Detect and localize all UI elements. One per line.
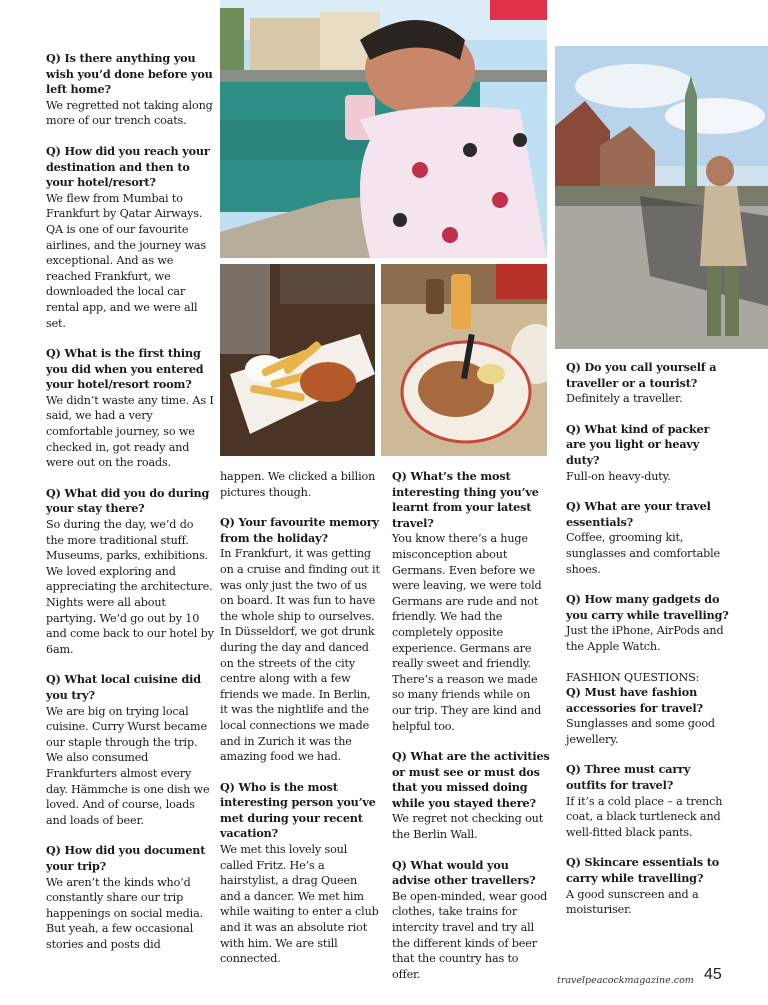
qa-item bbox=[46, 51, 214, 129]
qa-item bbox=[220, 469, 380, 500]
qa-item bbox=[392, 749, 550, 843]
answer: Sunglasses and some good jewellery. bbox=[566, 717, 715, 746]
answer: We regretted not taking along more of our trench coats. bbox=[46, 98, 213, 128]
answer: Coffee, grooming kit, sunglasses and comfortable shoes. bbox=[566, 531, 721, 576]
column-3 bbox=[392, 469, 550, 997]
answer: We regret not checking out the Berlin Wall. bbox=[392, 812, 544, 842]
question: Q) What’s the most interesting thing you’ve learnt from your latest travel? bbox=[392, 469, 539, 530]
column-2 bbox=[220, 469, 380, 982]
question: Q) What would you advise other travellers? bbox=[392, 857, 536, 888]
fashion-questions-heading: FASHION QUESTIONS: bbox=[566, 670, 700, 684]
page-number: 45 bbox=[704, 966, 722, 983]
qa-item bbox=[46, 843, 214, 952]
question: Q) How did you document your trip? bbox=[46, 843, 206, 873]
answer: We met this lovely soul called Fritz. He’s a hairstylist, a drag Queen and a dancer. We met him while waiting to enter a club and it was an absolute riot with him. We are still connected. bbox=[220, 843, 379, 966]
question: Q) What are your travel essentials? bbox=[566, 499, 711, 529]
photo-curry-wurst-fries bbox=[220, 264, 375, 456]
footer-website: travelpeacockmagazine.com bbox=[557, 975, 694, 986]
question: Q) Must have fashion accessories for travel? bbox=[566, 685, 703, 715]
question: Q) What did you do during your stay there? bbox=[46, 485, 210, 516]
answer: So during the day, we’d do the more traditional stuff. Museums, parks, exhibitions. We loved exploring and appreciating the architecture. Nights were all about partying. We’d go out by 10 and come back to our hotel by 6am. bbox=[46, 518, 214, 656]
question: Q) Skincare essentials to carry while travelling? bbox=[566, 855, 720, 886]
qa-item bbox=[220, 780, 380, 967]
question: Q) How many gadgets do you carry while travelling? bbox=[566, 592, 729, 622]
qa-item bbox=[566, 499, 730, 577]
qa-item bbox=[566, 360, 730, 407]
qa-item bbox=[46, 486, 214, 658]
photo-man-old-town-square bbox=[555, 46, 768, 349]
answer: You know there’s a huge misconception about Germans. Even before we were leaving, we were told Germans are rude and not friendly. We had the completely opposite experience. Germans are really sweet and friendly. There’s a reason we made so many friends while on our trip. They are kind and helpful too. bbox=[392, 532, 542, 733]
question: Q) Who is the most interesting person you’ve met during your recent vacation? bbox=[220, 779, 376, 841]
question: Q) Do you call yourself a traveller or a tourist? bbox=[566, 360, 717, 390]
answer: We aren’t the kinds who’d constantly share our trip happenings on social media. But yeah, a few occasional stories and posts did bbox=[46, 875, 204, 951]
qa-item bbox=[46, 346, 214, 471]
question: Q) What is the first thing you did when you entered your hotel/resort room? bbox=[46, 346, 204, 392]
answer: Full-on heavy-duty. bbox=[566, 469, 671, 483]
qa-item bbox=[46, 672, 214, 828]
qa-item bbox=[220, 515, 380, 765]
qa-item bbox=[566, 855, 730, 917]
qa-item bbox=[46, 144, 214, 331]
photo-man-drinking-by-river bbox=[220, 0, 547, 258]
question: Q) What are the activities or must see or must dos that you missed doing while you stayed there? bbox=[392, 749, 550, 810]
qa-item bbox=[566, 422, 730, 484]
column-1 bbox=[46, 51, 214, 967]
photo-pork-knuckle-dinner bbox=[381, 264, 547, 456]
question: Q) Your favourite memory from the holiday? bbox=[220, 515, 379, 545]
question: Q) Is there anything you wish you’d done before you left home? bbox=[46, 51, 213, 97]
question: Q) How did you reach your destination and then to your hotel/resort? bbox=[46, 143, 210, 190]
column-4 bbox=[566, 360, 730, 933]
qa-item bbox=[566, 592, 730, 654]
answer: We are big on trying local cuisine. Curry Wurst became our staple through the trip. We also consumed Frankfurters almost every day. Hämmche is one dish we loved. And of course, loads and loads of beer. bbox=[46, 704, 210, 827]
question: Q) What kind of packer are you light or heavy duty? bbox=[566, 421, 710, 467]
answer: Be open-minded, wear good clothes, take trains for intercity travel and try all the different kinds of beer that the country has to offer. bbox=[392, 889, 548, 981]
qa-item bbox=[392, 469, 550, 734]
qa-item bbox=[392, 858, 550, 983]
answer: Just the iPhone, AirPods and the Apple Watch. bbox=[566, 624, 724, 653]
answer: A good sunscreen and a moisturiser. bbox=[566, 887, 699, 917]
answer: happen. We clicked a billion pictures though. bbox=[220, 470, 376, 499]
answer: We flew from Mumbai to Frankfurt by Qatar Airways. QA is one of our favourite airlines, and the journey was exceptional. And as we reached Frankfurt, we downloaded the local car rental app, and we were all set. bbox=[46, 191, 206, 330]
qa-item bbox=[566, 762, 730, 840]
answer: Definitely a traveller. bbox=[566, 392, 683, 406]
answer: If it’s a cold place – a trench coat, a black turtleneck and well-fitted black pants. bbox=[566, 794, 723, 839]
question: Q) Three must carry outfits for travel? bbox=[566, 762, 691, 793]
question: Q) What local cuisine did you try? bbox=[46, 672, 201, 702]
answer: We didn’t waste any time. As I said, we had a very comfortable journey, so we checked in, got ready and were out on the roads. bbox=[46, 393, 214, 470]
answer: In Frankfurt, it was getting on a cruise and finding out it was only just the two of us on board. It was fun to have the whole ship to ourselves. In Düsseldorf, we got drunk during the day and danced on the streets of the city centre along with a few friends we made. In Berlin, it was the nightlife and the local connections we made and in Zurich it was the amazing food we had. bbox=[220, 547, 380, 764]
qa-item bbox=[566, 685, 730, 747]
